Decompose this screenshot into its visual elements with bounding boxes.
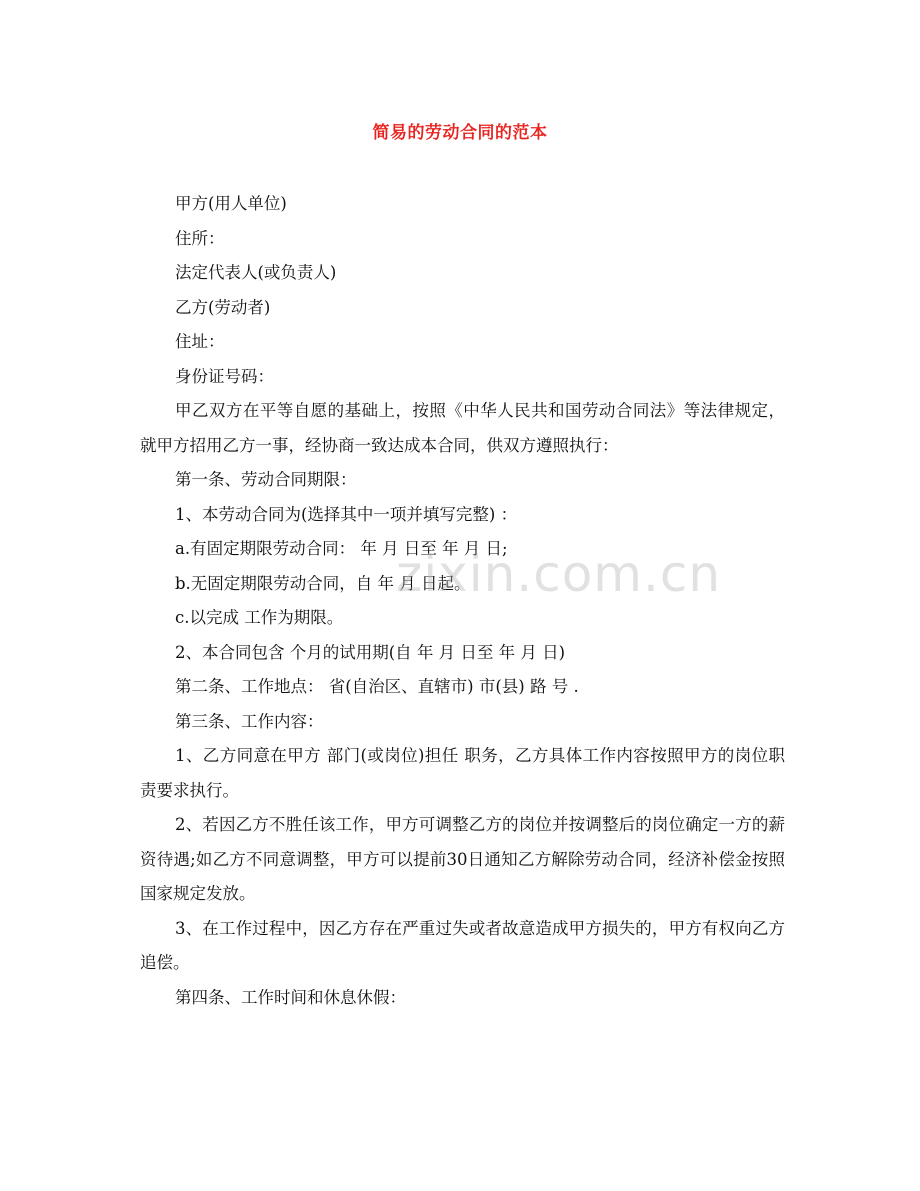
paragraph: 第二条、工作地点： 省(自治区、直辖市) 市(县) 路 号 . [175, 677, 579, 696]
paragraph: b.无固定期限劳动合同，自 年 月 日起。 [175, 573, 471, 593]
paragraph: 3、在工作过程中，因乙方存在严重过失或者故意造成甲方损失的，甲方有权向乙方追偿。 [140, 918, 785, 972]
paragraph: 法定代表人(或负责人) [175, 263, 337, 282]
paragraph: 住所： [175, 228, 225, 248]
paragraph: c.以完成 工作为期限。 [175, 608, 344, 627]
paragraph: 第四条、工作时间和休息休假： [175, 987, 406, 1007]
paragraph: 1、乙方同意在甲方 部门(或岗位)担任 职务，乙方具体工作内容按照甲方的岗位职责要求执行。 [140, 746, 785, 800]
paragraph: 乙方(劳动者) [175, 297, 271, 317]
paragraph: 2、若因乙方不胜任该工作，甲方可调整乙方的岗位并按调整后的岗位确定一方的薪资待遇;如乙方不同意调整，甲方可以提前30日通知乙方解除劳动合同，经济补偿金按照国家规定发放。 [140, 815, 785, 903]
paragraph: 1、本劳动合同为(选择其中一项并填写完整) ： [175, 504, 518, 524]
paragraph: 住址： [175, 332, 225, 351]
paragraph: 甲乙双方在平等自愿的基础上，按照《中华人民共和国劳动合同法》等法律规定，就甲方招用乙方一事，经协商一致达成本合同，供双方遵照执行： [140, 401, 785, 455]
paragraph: 第三条、工作内容： [175, 711, 324, 731]
paragraph: 2、本合同包含 个月的试用期(自 年 月 日至 年 月 日) [175, 642, 566, 662]
document-body [140, 187, 785, 1015]
watermark: zixin.com.cn [396, 545, 722, 603]
paragraph: 甲方(用人单位) [175, 194, 287, 213]
paragraph: 第一条、劳动合同期限： [175, 470, 357, 489]
paragraph: a.有固定期限劳动合同： 年 月 日至 年 月 日; [175, 539, 508, 558]
paragraph: 身份证号码： [175, 366, 274, 386]
document-title: 简易的劳动合同的范本 [372, 123, 548, 143]
